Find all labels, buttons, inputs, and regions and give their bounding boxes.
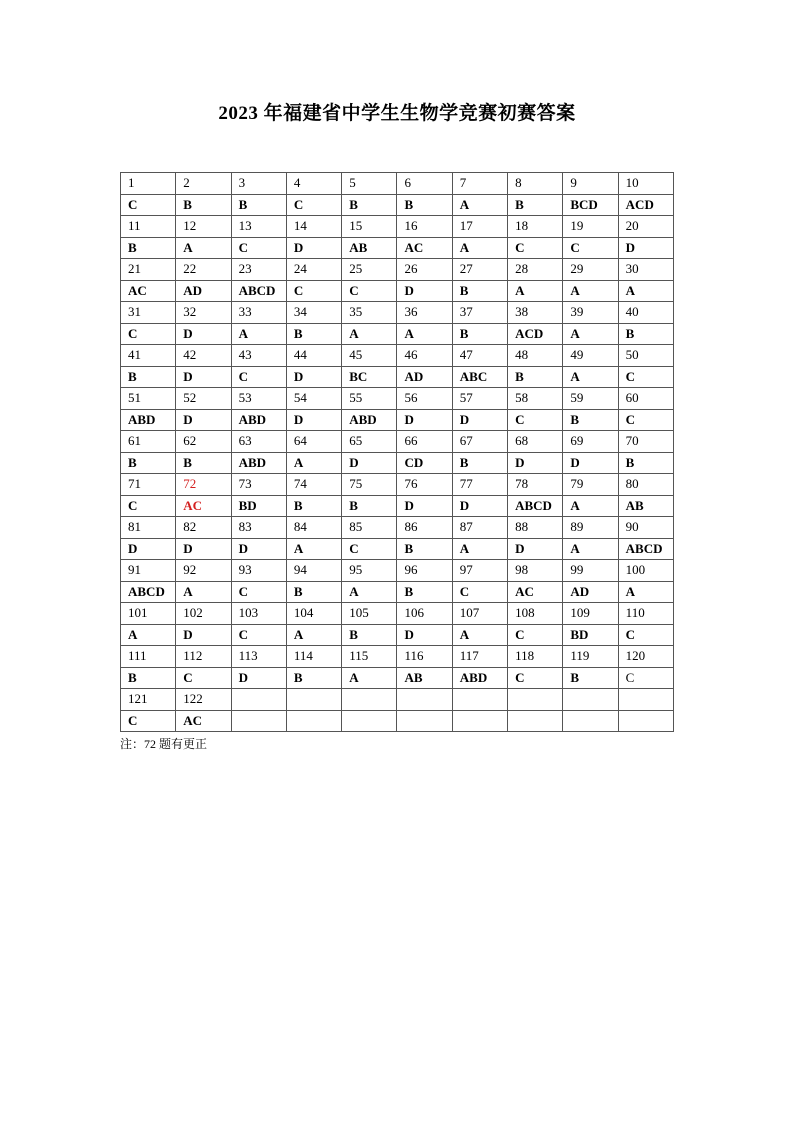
answer-cell: A: [342, 667, 397, 689]
question-number-cell: 114: [286, 646, 341, 668]
page-title: 2023 年福建省中学生生物学竞赛初赛答案: [218, 103, 576, 124]
question-number-cell: 6: [397, 173, 452, 195]
answer-cell: AD: [563, 581, 618, 603]
question-number-cell: [508, 689, 563, 711]
question-number-cell: 17: [452, 216, 507, 238]
answer-row: [121, 538, 674, 560]
answer-cell: [508, 710, 563, 732]
answer-row: [121, 409, 674, 431]
answer-cell: ABCD: [618, 538, 673, 560]
question-number-cell: 74: [286, 474, 341, 496]
question-number-cell: 85: [342, 517, 397, 539]
question-number-cell: 9: [563, 173, 618, 195]
answer-cell: B: [452, 452, 507, 474]
question-number-cell: 86: [397, 517, 452, 539]
answer-cell: A: [563, 495, 618, 517]
answer-cell: C: [618, 667, 673, 689]
answer-cell: D: [508, 538, 563, 560]
question-number-cell: 80: [618, 474, 673, 496]
question-number-cell: 93: [231, 560, 286, 582]
question-number-cell: 53: [231, 388, 286, 410]
question-number-cell: 116: [397, 646, 452, 668]
answer-cell: BC: [342, 366, 397, 388]
answer-cell: A: [176, 581, 231, 603]
answer-cell: ABCD: [121, 581, 176, 603]
question-number-cell: [231, 689, 286, 711]
answer-cell: D: [286, 409, 341, 431]
question-number-cell: 3: [231, 173, 286, 195]
question-number-cell: 60: [618, 388, 673, 410]
answer-cell: ABD: [231, 409, 286, 431]
question-number-cell: 58: [508, 388, 563, 410]
question-number-cell: [563, 689, 618, 711]
answer-cell: D: [508, 452, 563, 474]
answer-cell: C: [121, 194, 176, 216]
question-number-cell: 55: [342, 388, 397, 410]
answer-cell: D: [397, 495, 452, 517]
question-number-row: [121, 259, 674, 281]
question-number-cell: 44: [286, 345, 341, 367]
question-number-cell: 49: [563, 345, 618, 367]
question-number-cell: 65: [342, 431, 397, 453]
answer-cell: BCD: [563, 194, 618, 216]
question-number-row: [121, 345, 674, 367]
answer-cell: AC: [176, 710, 231, 732]
question-number-cell: 56: [397, 388, 452, 410]
question-number-cell: 91: [121, 560, 176, 582]
question-number-row: [121, 474, 674, 496]
question-number-row: [121, 689, 674, 711]
answer-cell: AD: [397, 366, 452, 388]
answer-cell: AC: [397, 237, 452, 259]
question-number-cell: 99: [563, 560, 618, 582]
answer-cell: ABD: [231, 452, 286, 474]
question-number-cell: 120: [618, 646, 673, 668]
question-number-cell: 63: [231, 431, 286, 453]
question-number-cell: 95: [342, 560, 397, 582]
answer-cell: C: [508, 409, 563, 431]
question-number-cell: 13: [231, 216, 286, 238]
question-number-cell: 97: [452, 560, 507, 582]
question-number-cell: 51: [121, 388, 176, 410]
answer-cell: A: [563, 366, 618, 388]
answer-cell: A: [121, 624, 176, 646]
answer-cell: B: [397, 581, 452, 603]
answer-row: [121, 194, 674, 216]
question-number-row: [121, 388, 674, 410]
question-number-cell: 4: [286, 173, 341, 195]
answer-cell: B: [563, 409, 618, 431]
question-number-cell: 59: [563, 388, 618, 410]
answer-cell: B: [286, 581, 341, 603]
answer-cell: B: [121, 452, 176, 474]
question-number-cell: 88: [508, 517, 563, 539]
question-number-cell: 78: [508, 474, 563, 496]
answer-cell: C: [231, 237, 286, 259]
answer-cell: C: [121, 710, 176, 732]
question-number-cell: 66: [397, 431, 452, 453]
answer-cell: ACD: [618, 194, 673, 216]
question-number-cell: 61: [121, 431, 176, 453]
answer-cell: A: [286, 624, 341, 646]
answer-cell: D: [176, 624, 231, 646]
answer-row: [121, 366, 674, 388]
question-number-cell: 68: [508, 431, 563, 453]
question-number-cell: 32: [176, 302, 231, 324]
answer-cell: A: [563, 280, 618, 302]
question-number-cell: 82: [176, 517, 231, 539]
question-number-cell: 19: [563, 216, 618, 238]
answer-cell: C: [176, 667, 231, 689]
answer-cell: AB: [397, 667, 452, 689]
question-number-cell: 22: [176, 259, 231, 281]
question-number-cell: 23: [231, 259, 286, 281]
answer-cell: D: [121, 538, 176, 560]
question-number-cell: 34: [286, 302, 341, 324]
question-number-cell: 105: [342, 603, 397, 625]
answer-cell: A: [508, 280, 563, 302]
question-number-cell: 48: [508, 345, 563, 367]
question-number-cell: 108: [508, 603, 563, 625]
answer-cell: A: [563, 538, 618, 560]
answer-cell: AB: [618, 495, 673, 517]
answer-cell: C: [452, 581, 507, 603]
answer-row: [121, 667, 674, 689]
answer-cell: C: [286, 194, 341, 216]
question-number-cell: 50: [618, 345, 673, 367]
answer-cell: B: [176, 452, 231, 474]
answer-cell: D: [397, 624, 452, 646]
answer-cell: A: [452, 624, 507, 646]
question-number-cell: 96: [397, 560, 452, 582]
question-number-cell: 87: [452, 517, 507, 539]
answer-cell: B: [121, 366, 176, 388]
question-number-cell: 45: [342, 345, 397, 367]
answer-cell: C: [342, 280, 397, 302]
answer-cell: B: [342, 495, 397, 517]
answer-cell: A: [618, 581, 673, 603]
answer-cell: B: [397, 194, 452, 216]
question-number-cell: 90: [618, 517, 673, 539]
answer-cell: B: [342, 624, 397, 646]
answer-cell: D: [397, 409, 452, 431]
question-number-cell: 73: [231, 474, 286, 496]
question-number-cell: 89: [563, 517, 618, 539]
question-number-cell: 71: [121, 474, 176, 496]
question-number-cell: 117: [452, 646, 507, 668]
question-number-cell: 115: [342, 646, 397, 668]
answer-cell: ACD: [508, 323, 563, 345]
answer-cell: B: [286, 667, 341, 689]
answer-row: [121, 710, 674, 732]
answer-cell: D: [452, 409, 507, 431]
question-number-cell: 121: [121, 689, 176, 711]
answer-cell: A: [563, 323, 618, 345]
answer-row: [121, 452, 674, 474]
answer-cell: C: [342, 538, 397, 560]
answer-cell: A: [452, 538, 507, 560]
answer-cell: B: [231, 194, 286, 216]
answer-cell: A: [286, 452, 341, 474]
answer-row: [121, 624, 674, 646]
answer-cell: D: [176, 323, 231, 345]
answer-cell: B: [563, 667, 618, 689]
answer-cell: D: [286, 237, 341, 259]
answer-cell: B: [452, 280, 507, 302]
answer-cell: AC: [121, 280, 176, 302]
answer-cell: B: [286, 495, 341, 517]
question-number-cell: 118: [508, 646, 563, 668]
answer-cell: BD: [231, 495, 286, 517]
question-number-cell: 110: [618, 603, 673, 625]
question-number-cell: 25: [342, 259, 397, 281]
question-number-cell: 42: [176, 345, 231, 367]
question-number-row: [121, 560, 674, 582]
question-number-cell: 40: [618, 302, 673, 324]
question-number-cell: 54: [286, 388, 341, 410]
answer-row: [121, 323, 674, 345]
answer-cell: B: [452, 323, 507, 345]
answer-cell: [618, 710, 673, 732]
question-number-cell: 113: [231, 646, 286, 668]
question-number-row: [121, 216, 674, 238]
answer-row: [121, 581, 674, 603]
answer-cell: [563, 710, 618, 732]
answer-cell: A: [397, 323, 452, 345]
question-number-cell: 31: [121, 302, 176, 324]
question-number-cell: 38: [508, 302, 563, 324]
answer-cell: A: [452, 237, 507, 259]
answer-cell: D: [286, 366, 341, 388]
answer-cell: C: [618, 409, 673, 431]
question-number-cell: 122: [176, 689, 231, 711]
answer-cell: D: [176, 366, 231, 388]
answer-cell: C: [508, 237, 563, 259]
question-number-cell: 112: [176, 646, 231, 668]
answer-cell: ABC: [452, 366, 507, 388]
question-number-cell: 102: [176, 603, 231, 625]
answer-cell: B: [342, 194, 397, 216]
question-number-cell: 29: [563, 259, 618, 281]
answer-cell: D: [342, 452, 397, 474]
question-number-row: [121, 603, 674, 625]
question-number-cell: 41: [121, 345, 176, 367]
answer-cell: B: [508, 194, 563, 216]
answer-cell: ABCD: [508, 495, 563, 517]
question-number-cell: 14: [286, 216, 341, 238]
answer-cell: A: [286, 538, 341, 560]
question-number-row: [121, 646, 674, 668]
question-number-cell: 30: [618, 259, 673, 281]
answer-cell: AC: [176, 495, 231, 517]
question-number-cell: 98: [508, 560, 563, 582]
answer-table: [120, 172, 674, 732]
question-number-cell: 33: [231, 302, 286, 324]
answer-cell: C: [231, 624, 286, 646]
question-number-cell: 10: [618, 173, 673, 195]
answer-cell: C: [121, 495, 176, 517]
answer-cell: A: [176, 237, 231, 259]
question-number-cell: 104: [286, 603, 341, 625]
question-number-cell: 103: [231, 603, 286, 625]
answer-cell: D: [397, 280, 452, 302]
question-number-cell: 119: [563, 646, 618, 668]
question-number-row: [121, 431, 674, 453]
answer-cell: B: [397, 538, 452, 560]
answer-cell: CD: [397, 452, 452, 474]
answer-cell: D: [176, 538, 231, 560]
answer-cell: BD: [563, 624, 618, 646]
question-number-row: [121, 517, 674, 539]
question-number-cell: 94: [286, 560, 341, 582]
question-number-cell: [397, 689, 452, 711]
question-number-cell: 20: [618, 216, 673, 238]
question-number-cell: 47: [452, 345, 507, 367]
question-number-cell: 79: [563, 474, 618, 496]
answer-cell: D: [231, 667, 286, 689]
answer-cell: AD: [176, 280, 231, 302]
question-number-cell: 28: [508, 259, 563, 281]
answer-cell: D: [618, 237, 673, 259]
answer-row: [121, 280, 674, 302]
answer-cell: ABD: [452, 667, 507, 689]
question-number-row: [121, 302, 674, 324]
question-number-cell: 77: [452, 474, 507, 496]
question-number-cell: 76: [397, 474, 452, 496]
answer-row: [121, 237, 674, 259]
answer-cell: B: [618, 452, 673, 474]
answer-cell: ABD: [121, 409, 176, 431]
question-number-cell: 5: [342, 173, 397, 195]
answer-cell: A: [452, 194, 507, 216]
question-number-cell: 57: [452, 388, 507, 410]
answer-cell: A: [231, 323, 286, 345]
answer-cell: C: [286, 280, 341, 302]
answer-cell: [286, 710, 341, 732]
answer-cell: A: [342, 581, 397, 603]
answer-cell: B: [176, 194, 231, 216]
answer-cell: B: [121, 237, 176, 259]
answer-cell: D: [231, 538, 286, 560]
answer-cell: D: [452, 495, 507, 517]
question-number-cell: [342, 689, 397, 711]
question-number-cell: [452, 689, 507, 711]
answer-cell: B: [121, 667, 176, 689]
question-number-cell: 37: [452, 302, 507, 324]
question-number-cell: 2: [176, 173, 231, 195]
answer-cell: D: [563, 452, 618, 474]
answer-cell: A: [618, 280, 673, 302]
question-number-cell: 101: [121, 603, 176, 625]
question-number-cell: 92: [176, 560, 231, 582]
question-number-cell: 72: [176, 474, 231, 496]
question-number-cell: 67: [452, 431, 507, 453]
correction-note: 注：72 题有更正: [120, 737, 208, 751]
question-number-cell: 35: [342, 302, 397, 324]
question-number-cell: 100: [618, 560, 673, 582]
answer-cell: A: [342, 323, 397, 345]
answer-cell: [231, 710, 286, 732]
question-number-cell: 107: [452, 603, 507, 625]
answer-cell: C: [508, 624, 563, 646]
question-number-cell: 43: [231, 345, 286, 367]
question-number-cell: 21: [121, 259, 176, 281]
answer-cell: AC: [508, 581, 563, 603]
question-number-cell: 62: [176, 431, 231, 453]
question-number-cell: 27: [452, 259, 507, 281]
answer-cell: [397, 710, 452, 732]
question-number-cell: 83: [231, 517, 286, 539]
question-number-cell: 15: [342, 216, 397, 238]
question-number-cell: 46: [397, 345, 452, 367]
answer-cell: C: [231, 581, 286, 603]
question-number-cell: 7: [452, 173, 507, 195]
question-number-cell: 24: [286, 259, 341, 281]
question-number-cell: [618, 689, 673, 711]
question-number-cell: 36: [397, 302, 452, 324]
answer-cell: AB: [342, 237, 397, 259]
question-number-cell: 75: [342, 474, 397, 496]
answer-cell: [342, 710, 397, 732]
question-number-cell: 52: [176, 388, 231, 410]
question-number-cell: 106: [397, 603, 452, 625]
question-number-cell: 84: [286, 517, 341, 539]
question-number-cell: 64: [286, 431, 341, 453]
question-number-cell: 69: [563, 431, 618, 453]
question-number-cell: 1: [121, 173, 176, 195]
answer-cell: B: [618, 323, 673, 345]
question-number-cell: 18: [508, 216, 563, 238]
question-number-cell: 26: [397, 259, 452, 281]
question-number-cell: 8: [508, 173, 563, 195]
answer-cell: ABD: [342, 409, 397, 431]
answer-cell: ABCD: [231, 280, 286, 302]
answer-table-body: [121, 173, 674, 732]
question-number-cell: [286, 689, 341, 711]
answer-cell: [452, 710, 507, 732]
answer-cell: C: [618, 366, 673, 388]
answer-cell: C: [121, 323, 176, 345]
question-number-cell: 16: [397, 216, 452, 238]
answer-cell: D: [176, 409, 231, 431]
question-number-cell: 39: [563, 302, 618, 324]
answer-cell: C: [508, 667, 563, 689]
answer-cell: B: [286, 323, 341, 345]
question-number-cell: 12: [176, 216, 231, 238]
question-number-cell: 11: [121, 216, 176, 238]
question-number-cell: 111: [121, 646, 176, 668]
answer-cell: B: [508, 366, 563, 388]
answer-cell: C: [231, 366, 286, 388]
question-number-cell: 109: [563, 603, 618, 625]
question-number-row: [121, 173, 674, 195]
question-number-cell: 70: [618, 431, 673, 453]
answer-row: [121, 495, 674, 517]
answer-cell: C: [618, 624, 673, 646]
answer-cell: C: [563, 237, 618, 259]
question-number-cell: 81: [121, 517, 176, 539]
